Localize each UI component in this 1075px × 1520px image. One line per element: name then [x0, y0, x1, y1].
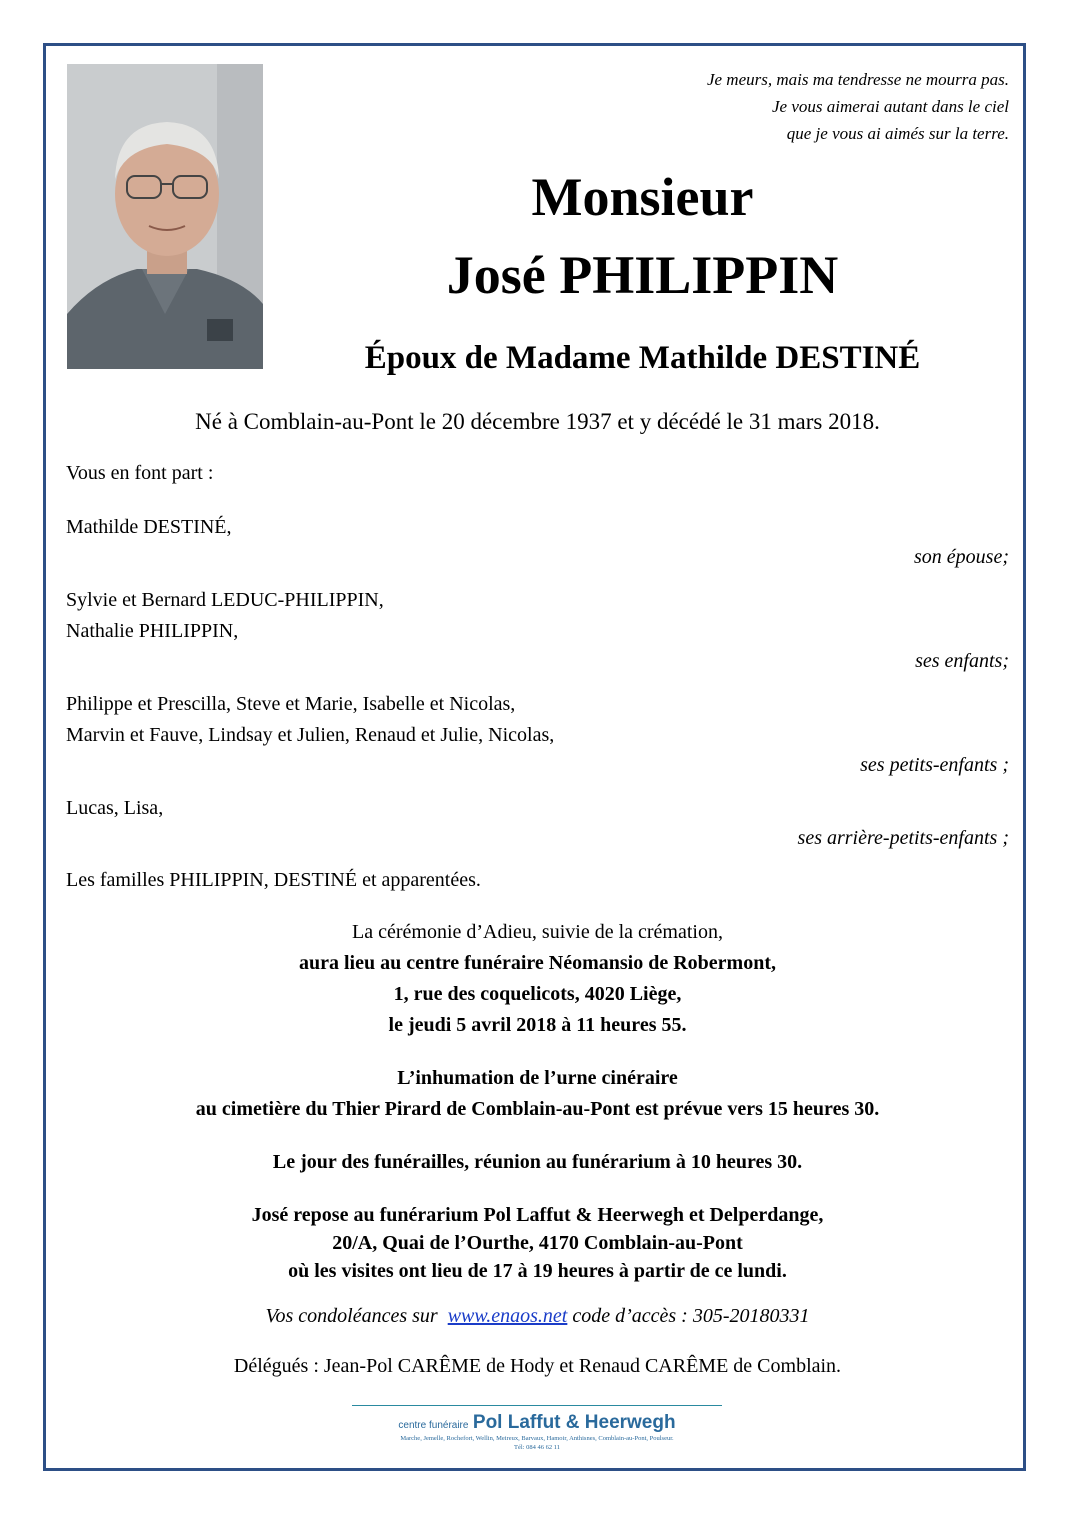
relation-label: ses arrière-petits-enfants ;: [797, 827, 1009, 849]
logo-rule: [352, 1405, 722, 1406]
children-line: Nathalie PHILIPPIN,: [66, 620, 239, 642]
logo-big-text: Pol Laffut & Heerwegh: [472, 1412, 676, 1433]
condolences-line: [66, 1301, 1009, 1332]
ceremony-text: [66, 917, 1009, 1041]
logo-small-text: centre funéraire: [398, 1420, 469, 1431]
logo-towns: Marche, Jemelle, Rochefort, Wellin, Meireux, Barvaux, Hamoir, Anthisnes, Comblain-au-Pont, Poulseur.: [400, 1435, 674, 1442]
condolences-suffix: code d’accès : 305-20180331: [572, 1305, 810, 1327]
greatgrandchildren-line: Lucas, Lisa,: [66, 797, 164, 819]
logo-phone: Tél: 084 46 62 11: [514, 1444, 560, 1451]
ceremony-line: le jeudi 5 avril 2018 à 11 heures 55.: [388, 1014, 687, 1036]
repose-text: [66, 1201, 1009, 1285]
repose-line: 20/A, Quai de l’Ourthe, 4170 Comblain-au-Pont: [332, 1232, 743, 1254]
repose-line: où les visites ont lieu de 17 à 19 heures à partir de ce lundi.: [288, 1260, 787, 1282]
inhumation-line: au cimetière du Thier Pirard de Comblain-au-Pont est prévue vers 15 heures 30.: [195, 1098, 880, 1120]
families-line: Les familles PHILIPPIN, DESTINÉ et apparentées.: [66, 869, 481, 891]
grandchildren-line: Marvin et Fauve, Lindsay et Julien, Renaud et Julie, Nicolas,: [66, 724, 555, 746]
intro-text: Vous en font part :: [66, 462, 214, 484]
meeting-text: Le jour des funérailles, réunion au funérarium à 10 heures 30.: [272, 1151, 803, 1173]
condolences-prefix: Vos condoléances sur: [265, 1305, 438, 1327]
relation-label: ses petits-enfants ;: [860, 754, 1009, 776]
logo-brand: [352, 1412, 722, 1434]
grandchildren-line: Philippe et Prescilla, Steve et Marie, Isabelle et Nicolas,: [66, 693, 516, 715]
relation-label: son épouse;: [914, 546, 1009, 568]
repose-line: José repose au funérarium Pol Laffut & Heerwegh et Delperdange,: [251, 1204, 824, 1226]
portrait-photo: [67, 64, 263, 369]
children-line: Sylvie et Bernard LEDUC-PHILIPPIN,: [66, 589, 384, 611]
ceremony-line: aura lieu au centre funéraire Néomansio de Robermont,: [299, 952, 776, 974]
condolences-link[interactable]: www.enaos.net: [447, 1305, 568, 1327]
quote-line: Je meurs, mais ma tendresse ne mourra pas.: [706, 70, 1009, 89]
relation-label: ses enfants;: [915, 650, 1009, 672]
quote-line: Je vous aimerai autant dans le ciel: [771, 97, 1009, 116]
funeral-home-logo: [352, 1405, 722, 1452]
ceremony-line: La cérémonie d’Adieu, suivie de la crémation,: [352, 921, 723, 943]
spouse-name: Mathilde DESTINÉ,: [66, 516, 232, 538]
epitaph-quote: [707, 66, 1009, 147]
deceased-name: José PHILIPPIN: [446, 245, 839, 305]
delegates-line: Délégués : Jean-Pol CARÊME de Hody et Renaud CARÊME de Comblain.: [233, 1355, 842, 1377]
birth-death-line: Né à Comblain-au-Pont le 20 décembre 1937 et y décédé le 31 mars 2018.: [195, 409, 880, 434]
inhumation-text: [66, 1063, 1009, 1125]
honorific: Monsieur: [531, 167, 754, 227]
spouse-line: Époux de Madame Mathilde DESTINÉ: [364, 340, 921, 376]
ceremony-line: 1, rue des coquelicots, 4020 Liège,: [393, 983, 682, 1005]
quote-line: que je vous ai aimés sur la terre.: [786, 124, 1009, 143]
inhumation-line: L’inhumation de l’urne cinéraire: [397, 1067, 678, 1089]
